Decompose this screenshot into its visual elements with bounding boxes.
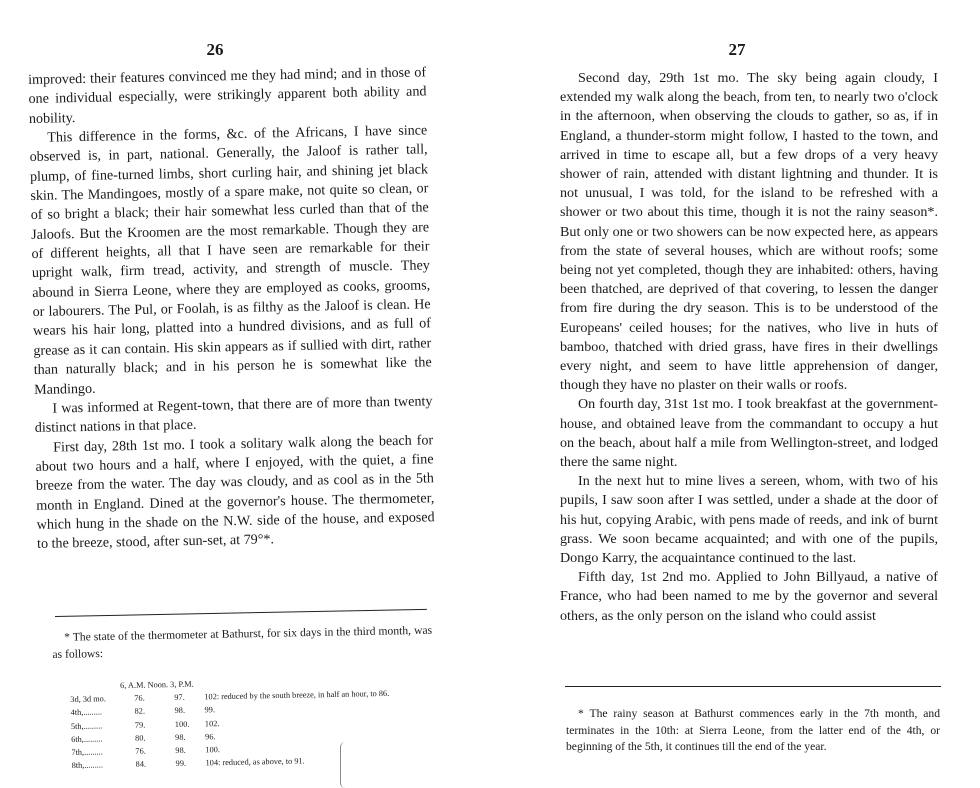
table-cell-pm: 104: reduced, as above, to 91.	[205, 756, 305, 768]
table-cell-pm: 100.	[205, 745, 220, 755]
table-cell-day: 5th,.........	[70, 720, 103, 731]
left-paragraph: improved: their features convinced me they had mind; and in those of one individual especially, were strikingly apparent both ability and nobility.	[28, 64, 427, 127]
right-paragraph: Second day, 29th 1st mo. The sky being again cloudy, I extended my walk along the beach, from ten, to nearly two o'clock in the afternoon, when observing the clouds to gather, so as, if in England, a thunder-storm might follow, I hasted to the town, and arrived in time to escape all, but a few drops of a very heavy shower of rain, attended with distant lightning and thunder. It is not unusual, I was told, for the island to be refreshed with a shower or two about this time, though it is not the rainy season*. But only one or two showers can be now expected here, as appears from the state of several houses, which are without roofs; some being not yet completed, though they are inhabited: others, having been thatched, are deprived of that covering, to lessen the danger from fire during the dry season. This is to be understood of the Europeans' ceiled houses; for the natives, who live in huts of bamboo, thatched with dried grass, have fires in their dwellings every night, and seem to have little apprehension of danger, though they have no plaster on their walls or roofs.	[560, 70, 938, 394]
right-paragraph: In the next hut to mine lives a sereen, whom, with two of his pupils, I saw soon after I was settled, under a shade at the door of his hut, copying Arabic, with pens made of reeds, and ink of burnt grass. We soon became acquainted; and with one of the pupils, Dongo Karry, the acquaintance continued to the last.	[560, 473, 938, 567]
table-cell-noon: 97.	[174, 693, 185, 703]
table-cell-am: 76.	[134, 693, 145, 703]
left-footnote	[52, 623, 433, 663]
right-paragraph: On fourth day, 31st 1st mo. I took breakfast at the government-house, and obtained leave from the commandant to occupy a hut on the beach, about half a mile from Wellington-street, and lodged there the same night.	[560, 396, 938, 471]
footnote-divider-right	[565, 686, 941, 687]
left-paragraph: First day, 28th 1st mo. I took a solitary walk along the beach for about two hours and a half, where I enjoyed, with the quiet, a fine breeze from the water. The day was cloudy, and as cool as in the 5th month in England. Dined at the governor's house. The thermometer, which hung in the shade on the N.W. side of the house, and exposed to the breeze, stood, after sun-set, at 79°*.	[35, 431, 435, 553]
table-cell-day: 4th,.........	[70, 707, 103, 718]
left-body-text	[28, 63, 435, 554]
table-cell-noon: 98.	[174, 706, 186, 716]
page-number-left: 26	[206, 40, 224, 59]
table-header: 6, A.M. Noon. 3, P.M.	[120, 679, 194, 691]
table-cell-am: 82.	[134, 706, 146, 717]
table-cell-am: 84.	[135, 759, 147, 769]
table-cell-noon: 98.	[175, 745, 186, 756]
table-cell-am: 80.	[135, 733, 146, 743]
right-paragraph: Fifth day, 1st 2nd mo. Applied to John Billyaud, a native of France, who had been named to me by the governor and several others, as the only person on the island who could assist	[560, 569, 938, 624]
left-footnote-text: * The state of the thermometer at Bathurst, for six days in the third month, was as follows:	[52, 623, 433, 661]
table-cell-pm: 102.	[204, 718, 220, 729]
right-footnote-text: * The rainy season at Bathurst commences early in the 7th month, and terminates in the 10th: at Sierra Leone, from the latter end of the 4th, or beginning of the 5th, it continues till the end of the year.	[566, 707, 940, 753]
right-body-text	[560, 69, 938, 626]
right-footnote	[566, 706, 940, 756]
left-paragraph: I was informed at Regent-town, that there are of more than twenty distinct nations in that place.	[34, 393, 433, 437]
page-number-right: 27	[728, 40, 746, 59]
table-cell-am: 79.	[134, 720, 146, 730]
table-cell-day: 7th,.........	[71, 747, 103, 758]
table-cell-day: 8th,.........	[71, 760, 104, 771]
table-cell-day: 3d, 3d mo.	[70, 694, 106, 705]
table-cell-pm: 102: reduced by the south breeze, in half an hour, to 86.	[204, 689, 390, 702]
page-curl-mark	[340, 742, 345, 788]
table-cell-pm: 99.	[204, 705, 216, 715]
table-cell-day: 6th,.........	[71, 734, 103, 744]
table-cell-noon: 99.	[175, 759, 187, 769]
left-paragraph: This difference in the forms, &c. of the Africans, I have since observed is, in part, national. Generally, the Jaloof is rather tall, plump, of fine-turned limbs, short curling hair, and shining jet black skin. The Mandingoes, mostly of a spare make, not quite so clean, or of so bright a black; their hair somewhat less curled than that of the Jaloofs. But the Kroomen are the most remarkable. Though they are of different heights, all that I have seen are remarkable for their upright walk, firm tread, activity, and strength of muscle. They abound in Sierra Leone, where they are employed as cooks, grooms, or labourers. The Pul, or Foolah, is as filthy as the Jaloof is clean. He wears his hair long, platted into a hundred divisions, and as full of grease as it can contain. His skin appears as if sullied with dirt, rather than naturally black; and in his person he is somewhat like the Mandingo.	[29, 122, 432, 398]
table-cell-noon: 100.	[174, 719, 190, 729]
table-cell-pm: 96.	[205, 732, 216, 742]
table-cell-am: 76.	[135, 746, 146, 756]
footnote-divider-left	[55, 609, 427, 617]
right-page	[490, 0, 980, 788]
table-cell-noon: 98.	[175, 732, 186, 742]
